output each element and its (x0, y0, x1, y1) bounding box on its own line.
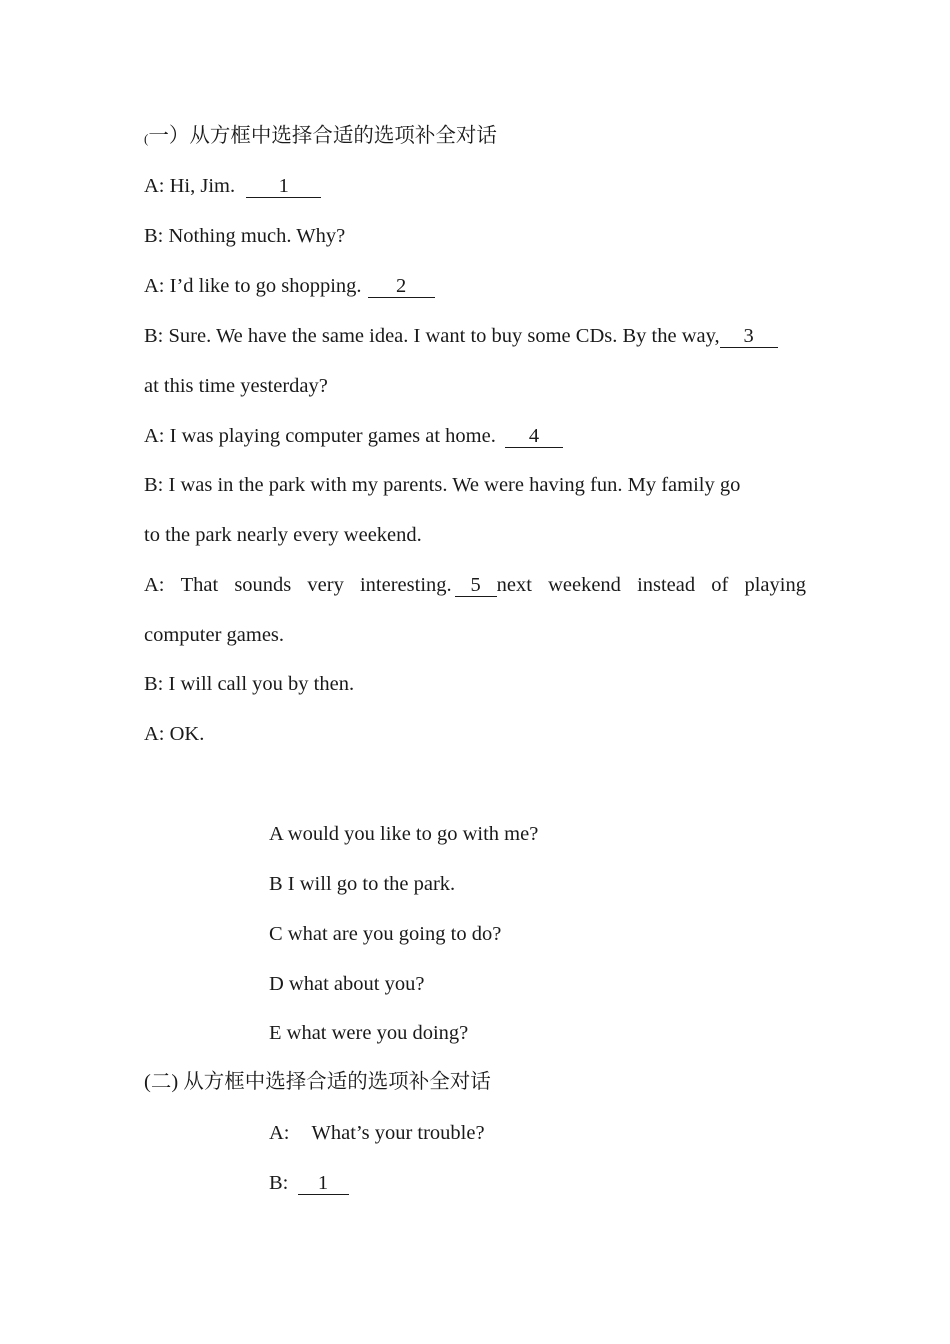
dialogue-line-2 (144, 224, 345, 248)
speaker-label: B: (269, 1172, 289, 1194)
answer-blank-1[interactable]: 1 (246, 175, 321, 198)
word: playing (744, 574, 806, 596)
option-d: D what about you? (269, 973, 425, 995)
dialogue-line-11 (144, 672, 354, 696)
answer-blank-s2-1[interactable]: 1 (298, 1172, 349, 1195)
option-a: A would you like to go with me? (269, 823, 539, 845)
line-text: B: Nothing much. Why? (144, 225, 346, 247)
dialogue-line-3 (144, 274, 435, 298)
option-c: C what are you going to do? (269, 923, 502, 945)
line-text: A: Hi, Jim. (144, 175, 236, 197)
word: interesting. (359, 574, 452, 596)
answer-blank-3[interactable]: 3 (720, 325, 778, 348)
heading-text: 一）从方框中选择合适的选项补全对话 (148, 125, 497, 147)
line-text: to the park nearly every weekend. (144, 524, 422, 546)
answer-blank-5[interactable]: 5 (455, 574, 497, 597)
line-text: B: Sure. We have the same idea. I want to buy some CDs. By the way, (144, 325, 720, 347)
line-text: at this time yesterday? (144, 375, 328, 397)
heading-open-paren: ( (144, 131, 149, 146)
line-text: computer games. (144, 624, 285, 646)
line-text: What’s your trouble? (311, 1122, 485, 1144)
dialogue-line-4 (144, 324, 778, 348)
section2-line-a (269, 1121, 485, 1145)
dialogue-line-6 (144, 424, 563, 448)
section2-line-b (269, 1171, 349, 1195)
word: weekend (548, 574, 621, 596)
line-text: A: I was playing computer games at home. (144, 425, 496, 447)
line-text: A: I’d like to go shopping. (144, 275, 362, 297)
word: of (711, 574, 729, 596)
line-text: B: I was in the park with my parents. We were having fun. My family go (144, 474, 741, 496)
word: instead (637, 574, 696, 596)
word: next (496, 574, 532, 596)
dialogue-line-8 (144, 523, 422, 547)
word: That (180, 574, 219, 596)
option-b: B I will go to the park. (269, 873, 456, 895)
dialogue-line-1 (144, 174, 321, 198)
word: sounds (234, 574, 292, 596)
dialogue-line-7 (144, 473, 740, 497)
section2-heading: (二) 从方框中选择合适的选项补全对话 (144, 1071, 491, 1093)
word: A: (144, 574, 165, 596)
dialogue-line-12 (144, 722, 204, 746)
dialogue-line-5 (144, 374, 328, 398)
word-with-blank (360, 573, 532, 597)
line-text: A: OK. (144, 723, 205, 745)
dialogue-line-9 (144, 573, 806, 597)
answer-blank-4[interactable]: 4 (505, 425, 563, 448)
word: very (307, 574, 344, 596)
speaker-label: A: (269, 1122, 290, 1144)
section1-heading (144, 124, 497, 151)
dialogue-line-10 (144, 623, 284, 647)
line-text: B: I will call you by then. (144, 673, 355, 695)
answer-blank-2[interactable]: 2 (368, 275, 435, 298)
option-e: E what were you doing? (269, 1022, 469, 1044)
